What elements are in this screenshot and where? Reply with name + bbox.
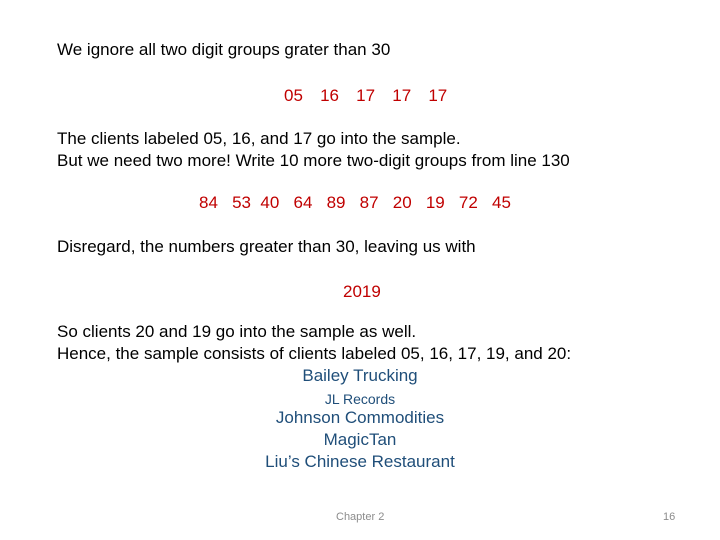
- sample-conclusion-text: Hence, the sample consists of clients labeled 05, 16, 17, 19, and 20:: [57, 344, 572, 363]
- disregard-text: Disregard, the numbers greater than 30, leaving us with: [57, 237, 476, 256]
- number-groups-3: 2019: [343, 282, 381, 301]
- client-name: MagicTan: [323, 430, 397, 449]
- client-name: Johnson Commodities: [275, 408, 445, 427]
- number-groups-1: 05 16 17 17 17: [284, 86, 448, 105]
- client-name: Bailey Trucking: [302, 366, 418, 385]
- intro-text: We ignore all two digit groups grater than 30: [57, 40, 391, 59]
- need-more-text: But we need two more! Write 10 more two-digit groups from line 130: [57, 151, 570, 170]
- page-number: 16: [663, 511, 676, 523]
- chapter-label: Chapter 2: [336, 511, 385, 523]
- sample-text: The clients labeled 05, 16, and 17 go into the sample.: [57, 129, 461, 148]
- client-name: JL Records: [324, 391, 396, 407]
- number-groups-2: 84 53 40 64 89 87 20 19 72 45: [199, 193, 511, 212]
- client-name: Liu’s Chinese Restaurant: [265, 452, 455, 471]
- clients-selected-text: So clients 20 and 19 go into the sample as well.: [57, 322, 417, 341]
